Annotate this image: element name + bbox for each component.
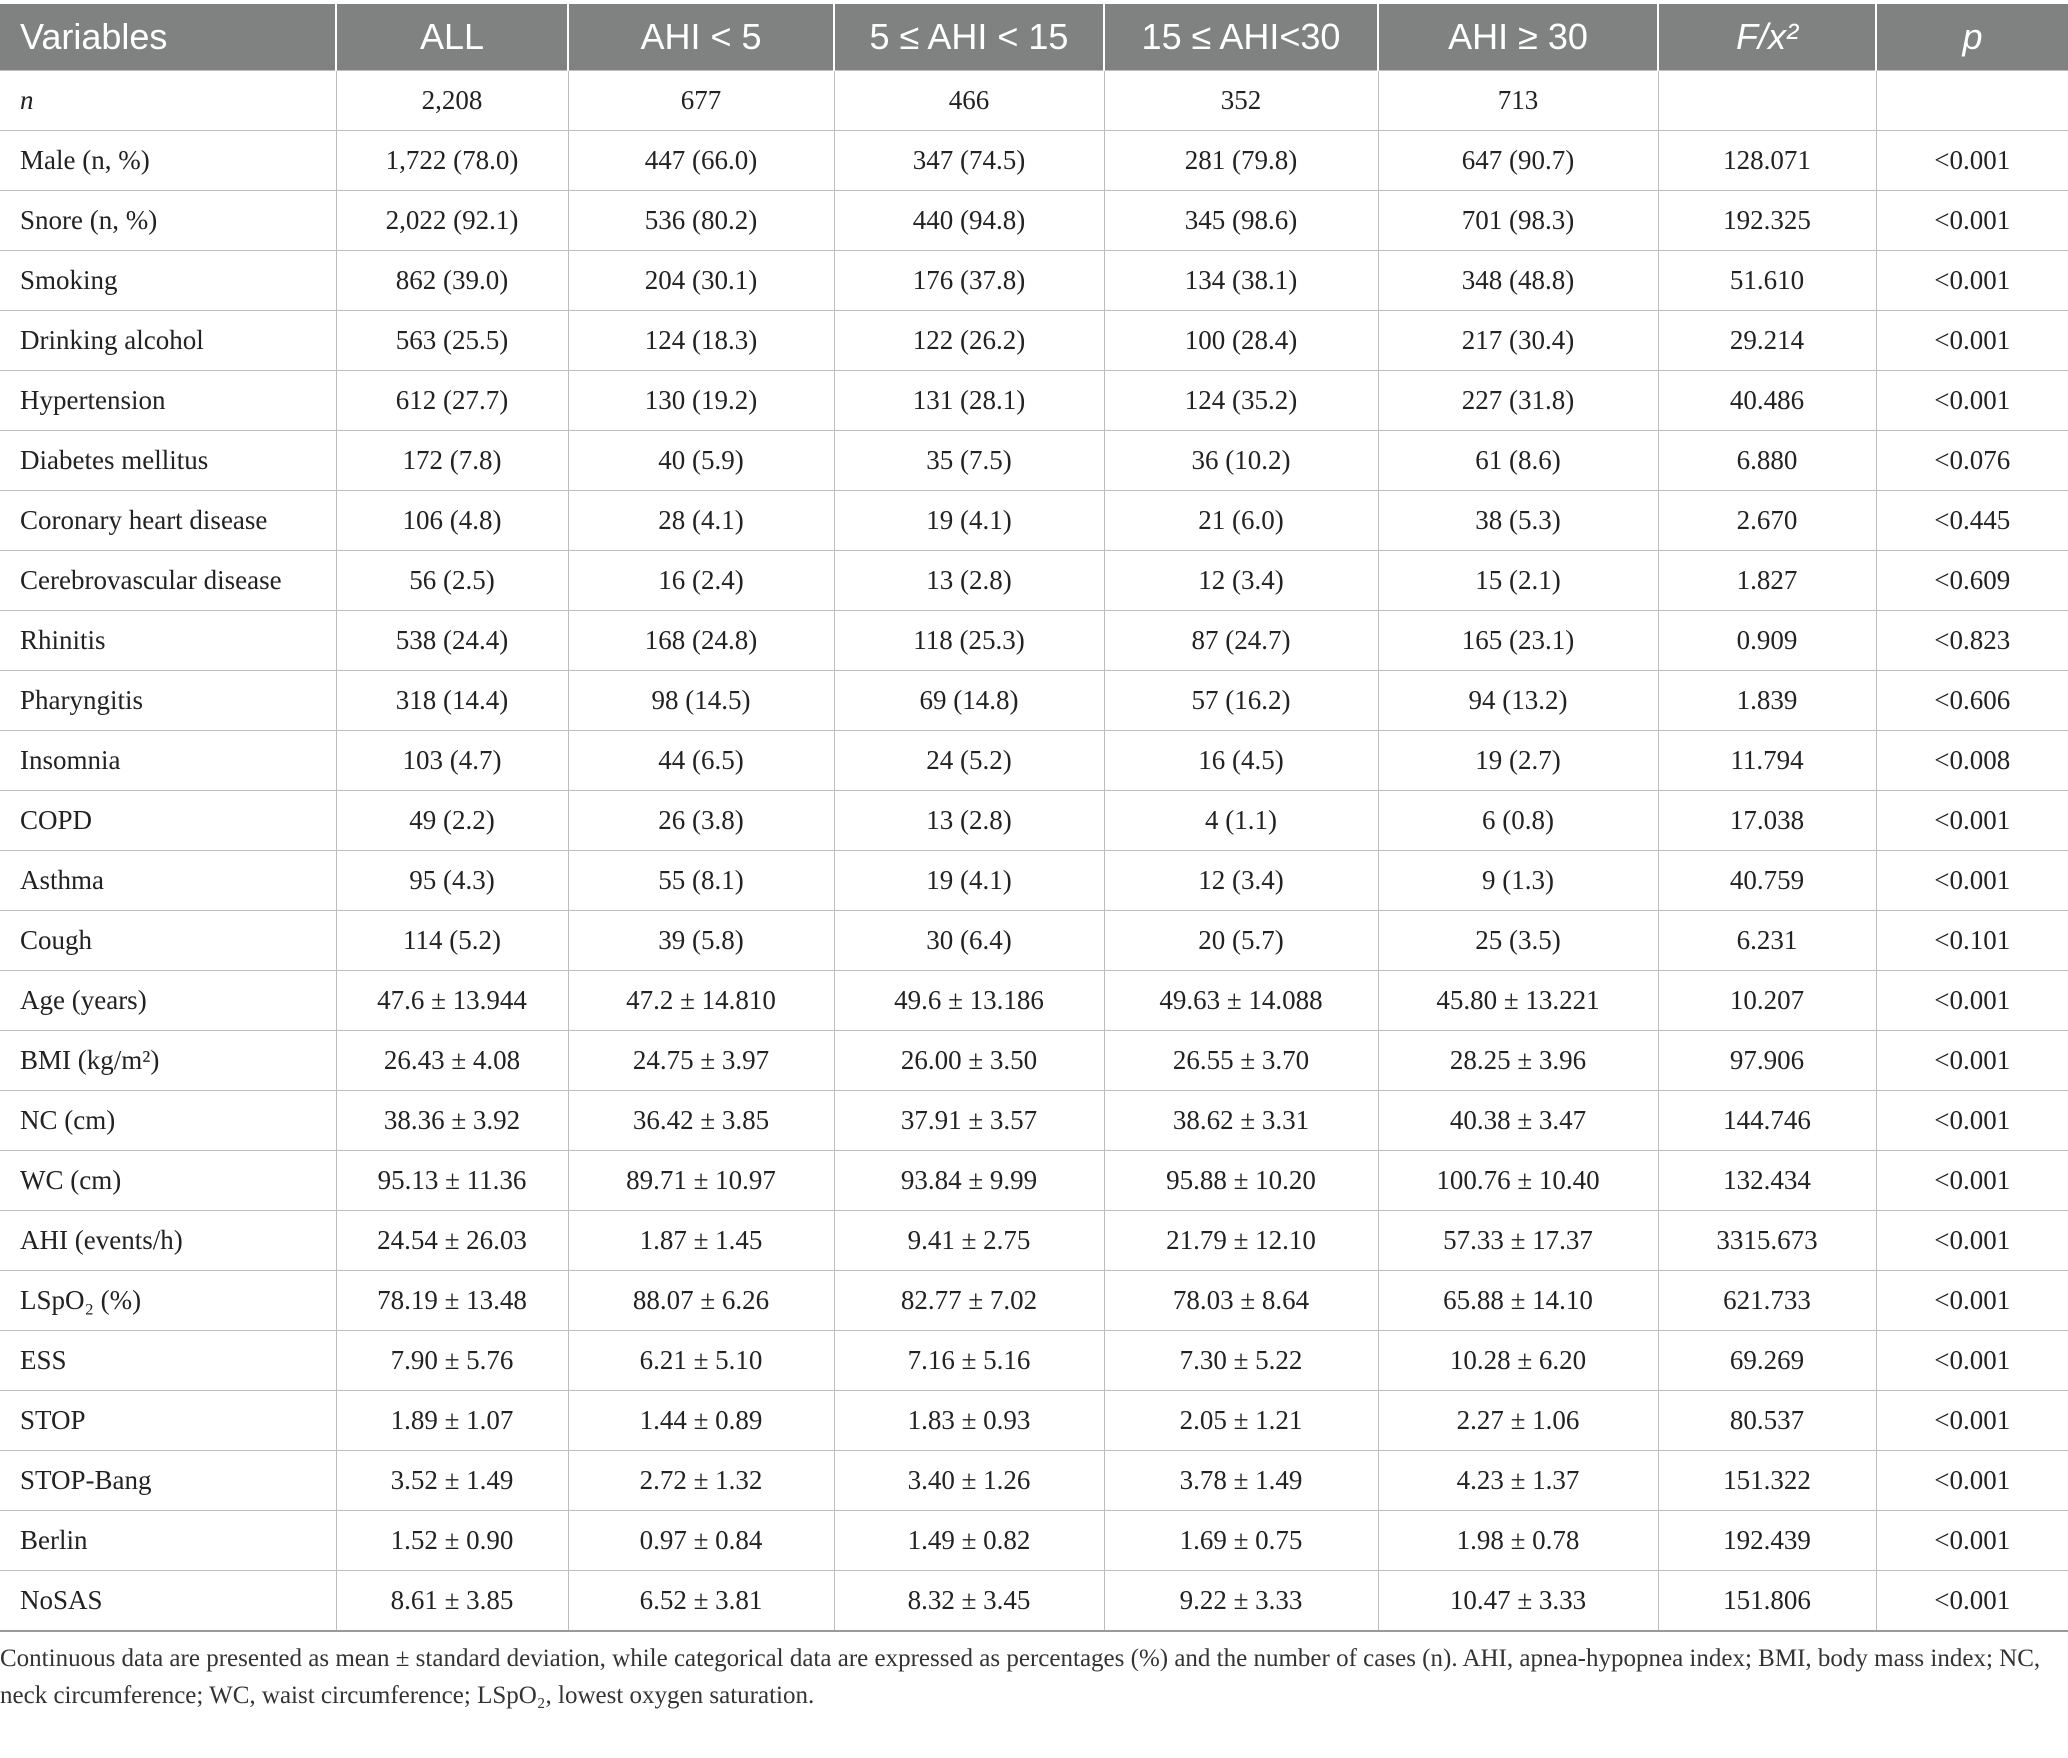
cell-ahi-5-15: 7.16 ± 5.16 (834, 1331, 1104, 1391)
cell-ahi-5-15: 35 (7.5) (834, 431, 1104, 491)
cell-all: 26.43 ± 4.08 (336, 1031, 568, 1091)
cell-variable: Snore (n, %) (0, 191, 336, 251)
cell-p-value: <0.001 (1876, 1571, 2068, 1632)
cell-ahi-lt-5: 0.97 ± 0.84 (568, 1511, 834, 1571)
table-row (0, 611, 2068, 671)
cell-all: 318 (14.4) (336, 671, 568, 731)
table-row (0, 191, 2068, 251)
cell-ahi-ge-30: 165 (23.1) (1378, 611, 1658, 671)
table-row (0, 1211, 2068, 1271)
cell-ahi-5-15: 347 (74.5) (834, 131, 1104, 191)
cell-p-value: <0.001 (1876, 1151, 2068, 1211)
cell-ahi-ge-30: 15 (2.1) (1378, 551, 1658, 611)
cell-p-value: <0.606 (1876, 671, 2068, 731)
cell-ahi-5-15: 13 (2.8) (834, 791, 1104, 851)
cell-all: 95 (4.3) (336, 851, 568, 911)
cell-all: 172 (7.8) (336, 431, 568, 491)
cell-ahi-5-15: 30 (6.4) (834, 911, 1104, 971)
cell-p-value: <0.076 (1876, 431, 2068, 491)
cell-p-value: <0.001 (1876, 311, 2068, 371)
cell-all: 2,022 (92.1) (336, 191, 568, 251)
cell-f-x2: 6.231 (1658, 911, 1876, 971)
cell-variable: Asthma (0, 851, 336, 911)
cell-all: 1.52 ± 0.90 (336, 1511, 568, 1571)
cell-variable: Age (years) (0, 971, 336, 1031)
cell-ahi-ge-30: 348 (48.8) (1378, 251, 1658, 311)
cell-variable: Drinking alcohol (0, 311, 336, 371)
cell-variable: STOP-Bang (0, 1451, 336, 1511)
cell-f-x2: 10.207 (1658, 971, 1876, 1031)
cell-ahi-5-15: 19 (4.1) (834, 851, 1104, 911)
cell-ahi-lt-5: 6.21 ± 5.10 (568, 1331, 834, 1391)
cell-ahi-lt-5: 40 (5.9) (568, 431, 834, 491)
cell-all: 103 (4.7) (336, 731, 568, 791)
cell-variable: Cough (0, 911, 336, 971)
table-row (0, 1331, 2068, 1391)
table-row (0, 1451, 2068, 1511)
cell-variable: Diabetes mellitus (0, 431, 336, 491)
cell-ahi-5-15: 82.77 ± 7.02 (834, 1271, 1104, 1331)
cell-f-x2: 192.439 (1658, 1511, 1876, 1571)
cell-ahi-ge-30: 19 (2.7) (1378, 731, 1658, 791)
table-row (0, 491, 2068, 551)
cell-ahi-15-30: 345 (98.6) (1104, 191, 1378, 251)
cell-p-value: <0.001 (1876, 1271, 2068, 1331)
cell-ahi-ge-30: 65.88 ± 14.10 (1378, 1271, 1658, 1331)
cell-ahi-5-15: 118 (25.3) (834, 611, 1104, 671)
cell-variable: BMI (kg/m²) (0, 1031, 336, 1091)
cell-f-x2: 621.733 (1658, 1271, 1876, 1331)
table-row (0, 1511, 2068, 1571)
cell-f-x2: 144.746 (1658, 1091, 1876, 1151)
cell-ahi-5-15: 19 (4.1) (834, 491, 1104, 551)
cell-p-value: <0.001 (1876, 131, 2068, 191)
cell-ahi-ge-30: 61 (8.6) (1378, 431, 1658, 491)
cell-ahi-ge-30: 713 (1378, 71, 1658, 131)
cell-f-x2: 11.794 (1658, 731, 1876, 791)
cell-ahi-ge-30: 94 (13.2) (1378, 671, 1658, 731)
cell-p-value: <0.001 (1876, 1391, 2068, 1451)
cell-p-value: <0.008 (1876, 731, 2068, 791)
cell-p-value: <0.001 (1876, 971, 2068, 1031)
cell-ahi-15-30: 2.05 ± 1.21 (1104, 1391, 1378, 1451)
cell-ahi-ge-30: 100.76 ± 10.40 (1378, 1151, 1658, 1211)
cell-p-value: <0.445 (1876, 491, 2068, 551)
cell-ahi-15-30: 38.62 ± 3.31 (1104, 1091, 1378, 1151)
cell-all: 3.52 ± 1.49 (336, 1451, 568, 1511)
cell-p-value: <0.001 (1876, 1031, 2068, 1091)
table-footnote: Continuous data are presented as mean ± standard deviation, while categorical data are expressed as percentages (%) and the number of cases (n). AHI, apnea-hypopnea index; BMI, body mass index; NC, neck circumference; WC, waist circumference; LSpO₂, lowest oxygen saturation. (0, 1645, 2041, 1709)
cell-ahi-5-15: 466 (834, 71, 1104, 131)
cell-f-x2: 17.038 (1658, 791, 1876, 851)
cell-ahi-lt-5: 677 (568, 71, 834, 131)
cell-variable: n (0, 71, 336, 131)
cell-ahi-5-15: 1.49 ± 0.82 (834, 1511, 1104, 1571)
cell-variable: COPD (0, 791, 336, 851)
cell-f-x2: 1.839 (1658, 671, 1876, 731)
cell-all: 49 (2.2) (336, 791, 568, 851)
cell-f-x2: 97.906 (1658, 1031, 1876, 1091)
cell-variable: NC (cm) (0, 1091, 336, 1151)
cell-f-x2: 2.670 (1658, 491, 1876, 551)
cell-all: 106 (4.8) (336, 491, 568, 551)
cell-variable: NoSAS (0, 1571, 336, 1632)
cell-ahi-lt-5: 36.42 ± 3.85 (568, 1091, 834, 1151)
cell-f-x2: 51.610 (1658, 251, 1876, 311)
cell-ahi-ge-30: 57.33 ± 17.37 (1378, 1211, 1658, 1271)
table-row (0, 1391, 2068, 1451)
cell-ahi-lt-5: 1.87 ± 1.45 (568, 1211, 834, 1271)
cell-ahi-lt-5: 204 (30.1) (568, 251, 834, 311)
cell-ahi-ge-30: 9 (1.3) (1378, 851, 1658, 911)
cell-ahi-15-30: 352 (1104, 71, 1378, 131)
table-body (0, 71, 2068, 1632)
cell-ahi-lt-5: 88.07 ± 6.26 (568, 1271, 834, 1331)
cell-ahi-ge-30: 4.23 ± 1.37 (1378, 1451, 1658, 1511)
cell-ahi-5-15: 24 (5.2) (834, 731, 1104, 791)
cell-p-value: <0.001 (1876, 1451, 2068, 1511)
data-table (0, 4, 2068, 1632)
cell-all: 8.61 ± 3.85 (336, 1571, 568, 1632)
table-row (0, 1271, 2068, 1331)
cell-variable: Cerebrovascular disease (0, 551, 336, 611)
cell-ahi-15-30: 124 (35.2) (1104, 371, 1378, 431)
table-row (0, 311, 2068, 371)
cell-ahi-ge-30: 10.47 ± 3.33 (1378, 1571, 1658, 1632)
cell-ahi-15-30: 87 (24.7) (1104, 611, 1378, 671)
header-all: ALL (336, 4, 568, 71)
cell-p-value: <0.001 (1876, 1091, 2068, 1151)
table-row (0, 251, 2068, 311)
cell-p-value (1876, 71, 2068, 131)
header-f-x2: F/x² (1658, 4, 1876, 71)
cell-all: 1.89 ± 1.07 (336, 1391, 568, 1451)
document (0, 4, 2068, 1714)
table-row (0, 431, 2068, 491)
cell-p-value: <0.823 (1876, 611, 2068, 671)
cell-ahi-lt-5: 24.75 ± 3.97 (568, 1031, 834, 1091)
cell-all: 612 (27.7) (336, 371, 568, 431)
cell-f-x2: 151.806 (1658, 1571, 1876, 1632)
cell-ahi-ge-30: 701 (98.3) (1378, 191, 1658, 251)
table-row (0, 1571, 2068, 1632)
cell-ahi-lt-5: 168 (24.8) (568, 611, 834, 671)
cell-ahi-ge-30: 25 (3.5) (1378, 911, 1658, 971)
cell-all: 24.54 ± 26.03 (336, 1211, 568, 1271)
cell-ahi-5-15: 13 (2.8) (834, 551, 1104, 611)
table-row (0, 851, 2068, 911)
cell-ahi-ge-30: 45.80 ± 13.221 (1378, 971, 1658, 1031)
cell-all: 114 (5.2) (336, 911, 568, 971)
cell-ahi-lt-5: 47.2 ± 14.810 (568, 971, 834, 1031)
table-row (0, 791, 2068, 851)
cell-ahi-5-15: 1.83 ± 0.93 (834, 1391, 1104, 1451)
cell-f-x2: 40.486 (1658, 371, 1876, 431)
cell-p-value: <0.001 (1876, 851, 2068, 911)
cell-p-value: <0.001 (1876, 371, 2068, 431)
cell-variable: Insomnia (0, 731, 336, 791)
table-row (0, 971, 2068, 1031)
cell-all: 78.19 ± 13.48 (336, 1271, 568, 1331)
cell-ahi-15-30: 20 (5.7) (1104, 911, 1378, 971)
header-ahi-ge-30: AHI ≥ 30 (1378, 4, 1658, 71)
header-p: p (1876, 4, 2068, 71)
cell-ahi-15-30: 3.78 ± 1.49 (1104, 1451, 1378, 1511)
table-row (0, 71, 2068, 131)
cell-f-x2: 40.759 (1658, 851, 1876, 911)
cell-f-x2: 0.909 (1658, 611, 1876, 671)
cell-ahi-ge-30: 1.98 ± 0.78 (1378, 1511, 1658, 1571)
cell-ahi-5-15: 9.41 ± 2.75 (834, 1211, 1104, 1271)
cell-ahi-15-30: 12 (3.4) (1104, 851, 1378, 911)
header-ahi-lt-5: AHI < 5 (568, 4, 834, 71)
table-row (0, 1031, 2068, 1091)
cell-p-value: <0.001 (1876, 1211, 2068, 1271)
cell-all: 95.13 ± 11.36 (336, 1151, 568, 1211)
cell-ahi-lt-5: 1.44 ± 0.89 (568, 1391, 834, 1451)
cell-ahi-15-30: 1.69 ± 0.75 (1104, 1511, 1378, 1571)
cell-f-x2: 80.537 (1658, 1391, 1876, 1451)
cell-ahi-5-15: 37.91 ± 3.57 (834, 1091, 1104, 1151)
cell-ahi-15-30: 281 (79.8) (1104, 131, 1378, 191)
cell-ahi-15-30: 134 (38.1) (1104, 251, 1378, 311)
table-row (0, 131, 2068, 191)
cell-ahi-5-15: 131 (28.1) (834, 371, 1104, 431)
header-ahi-15-30: 15 ≤ AHI<30 (1104, 4, 1378, 71)
cell-all: 47.6 ± 13.944 (336, 971, 568, 1031)
cell-p-value: <0.001 (1876, 251, 2068, 311)
cell-ahi-lt-5: 44 (6.5) (568, 731, 834, 791)
cell-variable: Male (n, %) (0, 131, 336, 191)
cell-ahi-lt-5: 536 (80.2) (568, 191, 834, 251)
cell-ahi-lt-5: 98 (14.5) (568, 671, 834, 731)
cell-all: 2,208 (336, 71, 568, 131)
table-row (0, 1091, 2068, 1151)
cell-ahi-lt-5: 2.72 ± 1.32 (568, 1451, 834, 1511)
cell-p-value: <0.609 (1876, 551, 2068, 611)
cell-p-value: <0.101 (1876, 911, 2068, 971)
cell-variable: Berlin (0, 1511, 336, 1571)
cell-ahi-lt-5: 124 (18.3) (568, 311, 834, 371)
cell-variable: AHI (events/h) (0, 1211, 336, 1271)
cell-ahi-15-30: 36 (10.2) (1104, 431, 1378, 491)
cell-ahi-5-15: 26.00 ± 3.50 (834, 1031, 1104, 1091)
cell-ahi-5-15: 93.84 ± 9.99 (834, 1151, 1104, 1211)
cell-ahi-lt-5: 26 (3.8) (568, 791, 834, 851)
cell-variable: Smoking (0, 251, 336, 311)
header-variables: Variables (0, 4, 336, 71)
cell-ahi-lt-5: 55 (8.1) (568, 851, 834, 911)
cell-ahi-lt-5: 39 (5.8) (568, 911, 834, 971)
cell-ahi-ge-30: 217 (30.4) (1378, 311, 1658, 371)
cell-all: 7.90 ± 5.76 (336, 1331, 568, 1391)
cell-ahi-lt-5: 89.71 ± 10.97 (568, 1151, 834, 1211)
cell-ahi-lt-5: 16 (2.4) (568, 551, 834, 611)
table-row (0, 671, 2068, 731)
cell-all: 538 (24.4) (336, 611, 568, 671)
cell-ahi-5-15: 440 (94.8) (834, 191, 1104, 251)
cell-p-value: <0.001 (1876, 791, 2068, 851)
cell-variable: WC (cm) (0, 1151, 336, 1211)
cell-variable: Hypertension (0, 371, 336, 431)
cell-f-x2: 3315.673 (1658, 1211, 1876, 1271)
cell-all: 563 (25.5) (336, 311, 568, 371)
cell-ahi-15-30: 9.22 ± 3.33 (1104, 1571, 1378, 1632)
cell-all: 38.36 ± 3.92 (336, 1091, 568, 1151)
cell-ahi-5-15: 8.32 ± 3.45 (834, 1571, 1104, 1632)
cell-ahi-ge-30: 2.27 ± 1.06 (1378, 1391, 1658, 1451)
cell-variable: STOP (0, 1391, 336, 1451)
cell-f-x2: 69.269 (1658, 1331, 1876, 1391)
cell-ahi-lt-5: 6.52 ± 3.81 (568, 1571, 834, 1632)
cell-ahi-15-30: 26.55 ± 3.70 (1104, 1031, 1378, 1091)
cell-all: 56 (2.5) (336, 551, 568, 611)
cell-f-x2: 128.071 (1658, 131, 1876, 191)
table-row (0, 1151, 2068, 1211)
cell-f-x2: 132.434 (1658, 1151, 1876, 1211)
cell-ahi-5-15: 3.40 ± 1.26 (834, 1451, 1104, 1511)
cell-all: 1,722 (78.0) (336, 131, 568, 191)
cell-f-x2: 29.214 (1658, 311, 1876, 371)
table-row (0, 551, 2068, 611)
cell-ahi-15-30: 49.63 ± 14.088 (1104, 971, 1378, 1031)
cell-ahi-ge-30: 28.25 ± 3.96 (1378, 1031, 1658, 1091)
cell-f-x2 (1658, 71, 1876, 131)
cell-ahi-lt-5: 28 (4.1) (568, 491, 834, 551)
cell-ahi-15-30: 21.79 ± 12.10 (1104, 1211, 1378, 1271)
cell-variable: Pharyngitis (0, 671, 336, 731)
table-row (0, 731, 2068, 791)
cell-ahi-ge-30: 40.38 ± 3.47 (1378, 1091, 1658, 1151)
cell-ahi-15-30: 21 (6.0) (1104, 491, 1378, 551)
table-row (0, 911, 2068, 971)
cell-ahi-5-15: 122 (26.2) (834, 311, 1104, 371)
cell-ahi-ge-30: 38 (5.3) (1378, 491, 1658, 551)
cell-variable: LSpO₂ (%) (0, 1271, 336, 1331)
cell-f-x2: 6.880 (1658, 431, 1876, 491)
table-row (0, 371, 2068, 431)
cell-ahi-ge-30: 10.28 ± 6.20 (1378, 1331, 1658, 1391)
cell-variable: Coronary heart disease (0, 491, 336, 551)
cell-variable: ESS (0, 1331, 336, 1391)
cell-ahi-15-30: 95.88 ± 10.20 (1104, 1151, 1378, 1211)
cell-ahi-lt-5: 447 (66.0) (568, 131, 834, 191)
cell-ahi-5-15: 49.6 ± 13.186 (834, 971, 1104, 1031)
cell-p-value: <0.001 (1876, 1511, 2068, 1571)
cell-ahi-ge-30: 227 (31.8) (1378, 371, 1658, 431)
table-header-row (0, 4, 2068, 71)
cell-ahi-ge-30: 6 (0.8) (1378, 791, 1658, 851)
header-ahi-5-15: 5 ≤ AHI < 15 (834, 4, 1104, 71)
cell-ahi-lt-5: 130 (19.2) (568, 371, 834, 431)
cell-ahi-15-30: 78.03 ± 8.64 (1104, 1271, 1378, 1331)
cell-ahi-15-30: 7.30 ± 5.22 (1104, 1331, 1378, 1391)
cell-ahi-15-30: 100 (28.4) (1104, 311, 1378, 371)
cell-variable: Rhinitis (0, 611, 336, 671)
cell-ahi-5-15: 176 (37.8) (834, 251, 1104, 311)
cell-ahi-15-30: 16 (4.5) (1104, 731, 1378, 791)
cell-ahi-ge-30: 647 (90.7) (1378, 131, 1658, 191)
cell-p-value: <0.001 (1876, 1331, 2068, 1391)
cell-ahi-15-30: 57 (16.2) (1104, 671, 1378, 731)
cell-f-x2: 1.827 (1658, 551, 1876, 611)
cell-f-x2: 192.325 (1658, 191, 1876, 251)
cell-ahi-5-15: 69 (14.8) (834, 671, 1104, 731)
cell-f-x2: 151.322 (1658, 1451, 1876, 1511)
cell-ahi-15-30: 12 (3.4) (1104, 551, 1378, 611)
cell-p-value: <0.001 (1876, 191, 2068, 251)
cell-all: 862 (39.0) (336, 251, 568, 311)
cell-ahi-15-30: 4 (1.1) (1104, 791, 1378, 851)
